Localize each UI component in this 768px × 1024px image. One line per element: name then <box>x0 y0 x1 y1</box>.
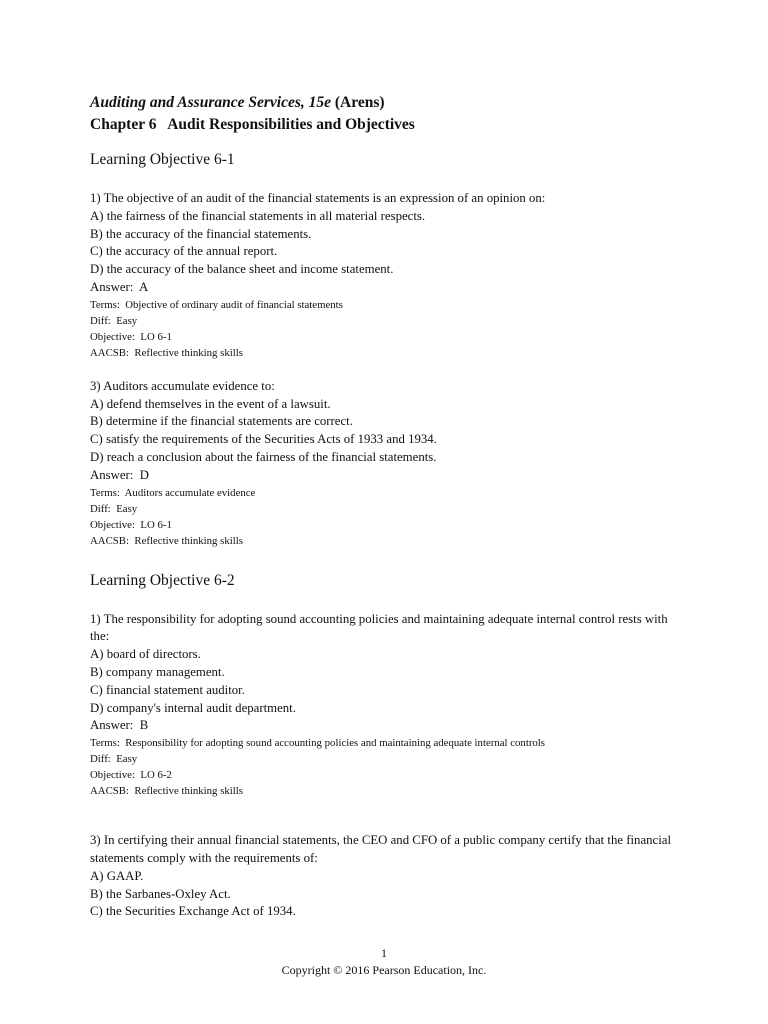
section-heading: Learning Objective 6-2 <box>90 571 235 589</box>
answer-option: A) defend themselves in the event of a lawsuit. <box>90 396 331 411</box>
question-block <box>90 378 690 549</box>
question-stem: 1) The responsibility for adopting sound accounting policies and maintaining adequate internal control rests with the: <box>90 611 668 644</box>
question-terms: Terms: Responsibility for adopting sound accounting policies and maintaining adequate internal controls <box>90 737 546 750</box>
answer-option: D) company's internal audit department. <box>90 700 296 715</box>
question-stem: 3) Auditors accumulate evidence to: <box>90 378 275 393</box>
question-aacsb: AACSB: Reflective thinking skills <box>90 346 243 359</box>
answer-option: D) the accuracy of the balance sheet and income statement. <box>90 262 394 277</box>
question-aacsb: AACSB: Reflective thinking skills <box>90 534 243 547</box>
section-heading: Learning Objective 6-1 <box>90 151 235 168</box>
answer-option: A) the fairness of the financial statements in all material respects. <box>90 208 426 223</box>
question-difficulty: Diff: Easy <box>90 753 138 766</box>
question-aacsb: AACSB: Reflective thinking skills <box>90 785 243 798</box>
document-page <box>90 92 690 921</box>
answer-option: B) the accuracy of the financial statements. <box>90 226 312 241</box>
question-block <box>90 190 690 361</box>
question-terms: Terms: Objective of ordinary audit of financial statements <box>90 298 343 311</box>
question-objective: Objective: LO 6-1 <box>90 330 172 343</box>
question-stem: 1) The objective of an audit of the financial statements is an expression of an opinion on: <box>90 191 546 205</box>
answer-key: Answer: D <box>90 467 149 482</box>
book-title-italic: Auditing and Assurance Services, 15e <box>90 94 331 111</box>
question-block <box>90 832 690 921</box>
answer-option: C) financial statement auditor. <box>90 682 245 697</box>
answer-key: Answer: B <box>90 718 149 733</box>
question-terms: Terms: Auditors accumulate evidence <box>90 486 256 499</box>
answer-option: B) the Sarbanes-Oxley Act. <box>90 886 231 901</box>
answer-option: D) reach a conclusion about the fairness of the financial statements. <box>90 449 437 464</box>
answer-key: Answer: A <box>90 279 149 294</box>
answer-option: A) GAAP. <box>90 868 144 883</box>
answer-option: B) company management. <box>90 664 225 679</box>
question-block <box>90 611 690 800</box>
book-title <box>90 92 690 114</box>
answer-option: A) board of directors. <box>90 647 201 662</box>
copyright-notice: Copyright © 2016 Pearson Education, Inc. <box>281 963 487 977</box>
answer-option: B) determine if the financial statements are correct. <box>90 414 353 429</box>
answer-option: C) the accuracy of the annual report. <box>90 244 278 259</box>
chapter-title: Chapter 6 Audit Responsibilities and Objectives <box>90 116 415 133</box>
question-difficulty: Diff: Easy <box>90 502 138 515</box>
book-title-author: (Arens) <box>331 94 385 111</box>
question-difficulty: Diff: Easy <box>90 314 138 327</box>
question-objective: Objective: LO 6-2 <box>90 769 172 782</box>
answer-option: C) satisfy the requirements of the Securities Acts of 1933 and 1934. <box>90 432 437 447</box>
question-stem: 3) In certifying their annual financial statements, the CEO and CFO of a public company certify that the financial statements comply with the requirements of: <box>90 833 672 865</box>
page-number: 1 <box>381 946 387 960</box>
answer-option: C) the Securities Exchange Act of 1934. <box>90 904 296 919</box>
question-objective: Objective: LO 6-1 <box>90 518 172 531</box>
